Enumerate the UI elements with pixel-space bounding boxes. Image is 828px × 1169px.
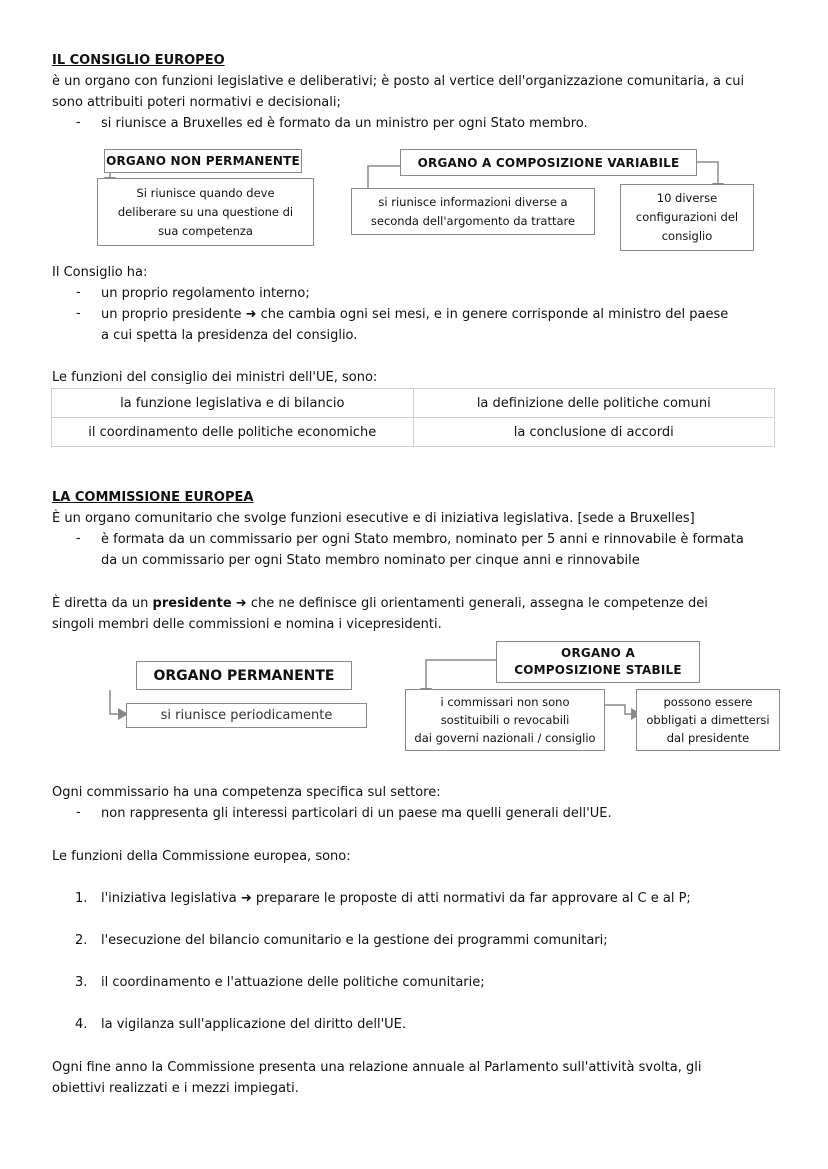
table-row bbox=[52, 418, 775, 447]
commissari-box bbox=[405, 689, 605, 751]
desc-line: sostituibili o revocabili bbox=[440, 713, 570, 727]
informazioni-diverse-box bbox=[351, 188, 595, 235]
table-cell: il coordinamento delle politiche economiche bbox=[52, 418, 414, 447]
organo-non-permanente-box bbox=[104, 149, 302, 173]
list-item: l'esecuzione del bilancio comunitario e la gestione dei programmi comunitari; bbox=[101, 933, 608, 948]
desc-line: dai governi nazionali / consiglio bbox=[414, 731, 596, 745]
periodicamente-box bbox=[126, 703, 367, 728]
bullet-dash: - bbox=[76, 805, 81, 820]
stabile-line: COMPOSIZIONE STABILE bbox=[514, 663, 682, 677]
desc-line: 10 diverse bbox=[656, 191, 718, 205]
ha-item: un proprio presidente ➜ che cambia ogni sei mesi, e in genere corrisponde al ministro del paese bbox=[101, 307, 729, 322]
consiglio-ha-intro: Il Consiglio ha: bbox=[52, 265, 148, 280]
list-number: 4. bbox=[75, 1017, 88, 1032]
list-item: l'iniziativa legislativa ➜ preparare le proposte di atti normativi da far approvare al C e al P; bbox=[101, 891, 691, 906]
configurazioni-box bbox=[620, 184, 754, 251]
desc-line: possono essere bbox=[663, 695, 753, 709]
bullet-dash: - bbox=[76, 306, 81, 321]
relazione-line1: Ogni fine anno la Commissione presenta una relazione annuale al Parlamento sull'attività svolta, gli bbox=[52, 1060, 702, 1075]
presidente-line1 bbox=[52, 593, 708, 614]
list-item: la vigilanza sull'applicazione del diritto dell'UE. bbox=[101, 1017, 406, 1032]
riunisce-quando-box bbox=[97, 178, 314, 246]
desc-line: obbligati a dimettersi bbox=[646, 713, 770, 727]
ha-item-continued: a cui spetta la presidenza del consiglio. bbox=[101, 328, 358, 343]
commissione-bullet-line1: è formata da un commissario per ogni Stato membro, nominato per 5 anni e rinnovabile è formata bbox=[101, 532, 744, 547]
list-number: 1. bbox=[75, 891, 88, 906]
list-item: il coordinamento e l'attuazione delle politiche comunitarie; bbox=[101, 975, 485, 990]
consiglio-heading: IL CONSIGLIO EUROPEO bbox=[52, 53, 225, 68]
competenza-bullet: non rappresenta gli interessi particolari di un paese ma quelli generali dell'UE. bbox=[101, 806, 612, 821]
table-cell: la conclusione di accordi bbox=[413, 418, 775, 447]
ha-item: un proprio regolamento interno; bbox=[101, 286, 310, 301]
organo-permanente-box bbox=[136, 661, 352, 690]
commissione-heading: LA COMMISSIONE EUROPEA bbox=[52, 490, 254, 505]
bullet-dash: - bbox=[76, 531, 81, 546]
list-number: 2. bbox=[75, 933, 88, 948]
presidente-line2: singoli membri delle commissioni e nomina i vicepresidenti. bbox=[52, 617, 442, 632]
presidente-pre: È diretta da un bbox=[52, 596, 153, 611]
organo-permanente-label: ORGANO PERMANENTE bbox=[153, 667, 335, 684]
desc-line: si riunisce informazioni diverse a bbox=[378, 194, 568, 209]
bullet-dash: - bbox=[76, 115, 81, 130]
stabile-line: ORGANO A bbox=[561, 646, 635, 660]
funzioni-commissione-intro: Le funzioni della Commissione europea, sono: bbox=[52, 849, 351, 864]
desc-line: seconda dell'argomento da trattare bbox=[370, 213, 576, 228]
consiglio-intro-line1: è un organo con funzioni legislative e deliberativi; è posto al vertice dell'organizzazione comunitaria, a cui bbox=[52, 74, 745, 89]
competenza-intro: Ogni commissario ha una competenza specifica sul settore: bbox=[52, 785, 441, 800]
desc-line: configurazioni del bbox=[635, 210, 739, 224]
desc-line: consiglio bbox=[661, 229, 713, 243]
presidente-post: ➜ che ne definisce gli orientamenti generali, assegna le competenze dei bbox=[231, 596, 708, 611]
funzioni-consiglio-table bbox=[51, 388, 775, 447]
dimettersi-box bbox=[636, 689, 780, 751]
table-cell: la funzione legislativa e di bilancio bbox=[52, 389, 414, 418]
desc-line: deliberare su una questione di bbox=[117, 204, 294, 219]
consiglio-bullet: si riunisce a Bruxelles ed è formato da un ministro per ogni Stato membro. bbox=[101, 116, 588, 131]
desc-line: Si riunisce quando deve bbox=[136, 185, 275, 200]
presidente-bold: presidente bbox=[152, 596, 232, 611]
list-number: 3. bbox=[75, 975, 88, 990]
funzioni-consiglio-intro: Le funzioni del consiglio dei ministri dell'UE, sono: bbox=[52, 370, 378, 385]
desc-line: sua competenza bbox=[158, 223, 253, 238]
table-row bbox=[52, 389, 775, 418]
organo-variabile-label: ORGANO A COMPOSIZIONE VARIABILE bbox=[417, 155, 680, 170]
bullet-dash: - bbox=[76, 285, 81, 300]
commissione-bullet-line2: da un commissario per ogni Stato membro nominato per cinque anni e rinnovabile bbox=[101, 553, 640, 568]
commissione-intro: È un organo comunitario che svolge funzioni esecutive e di iniziativa legislativa. [sede a Bruxelles] bbox=[52, 511, 695, 526]
desc-line: dal presidente bbox=[666, 731, 750, 745]
consiglio-intro-line2: sono attribuiti poteri normativi e decisionali; bbox=[52, 95, 341, 110]
relazione-line2: obiettivi realizzati e i mezzi impiegati. bbox=[52, 1081, 299, 1096]
composizione-stabile-box bbox=[496, 641, 700, 683]
table-cell: la definizione delle politiche comuni bbox=[413, 389, 775, 418]
organo-non-permanente-label: ORGANO NON PERMANENTE bbox=[106, 154, 300, 168]
desc-line: i commissari non sono bbox=[440, 695, 570, 709]
periodicamente-label: si riunisce periodicamente bbox=[160, 708, 333, 723]
organo-variabile-box bbox=[400, 149, 697, 176]
